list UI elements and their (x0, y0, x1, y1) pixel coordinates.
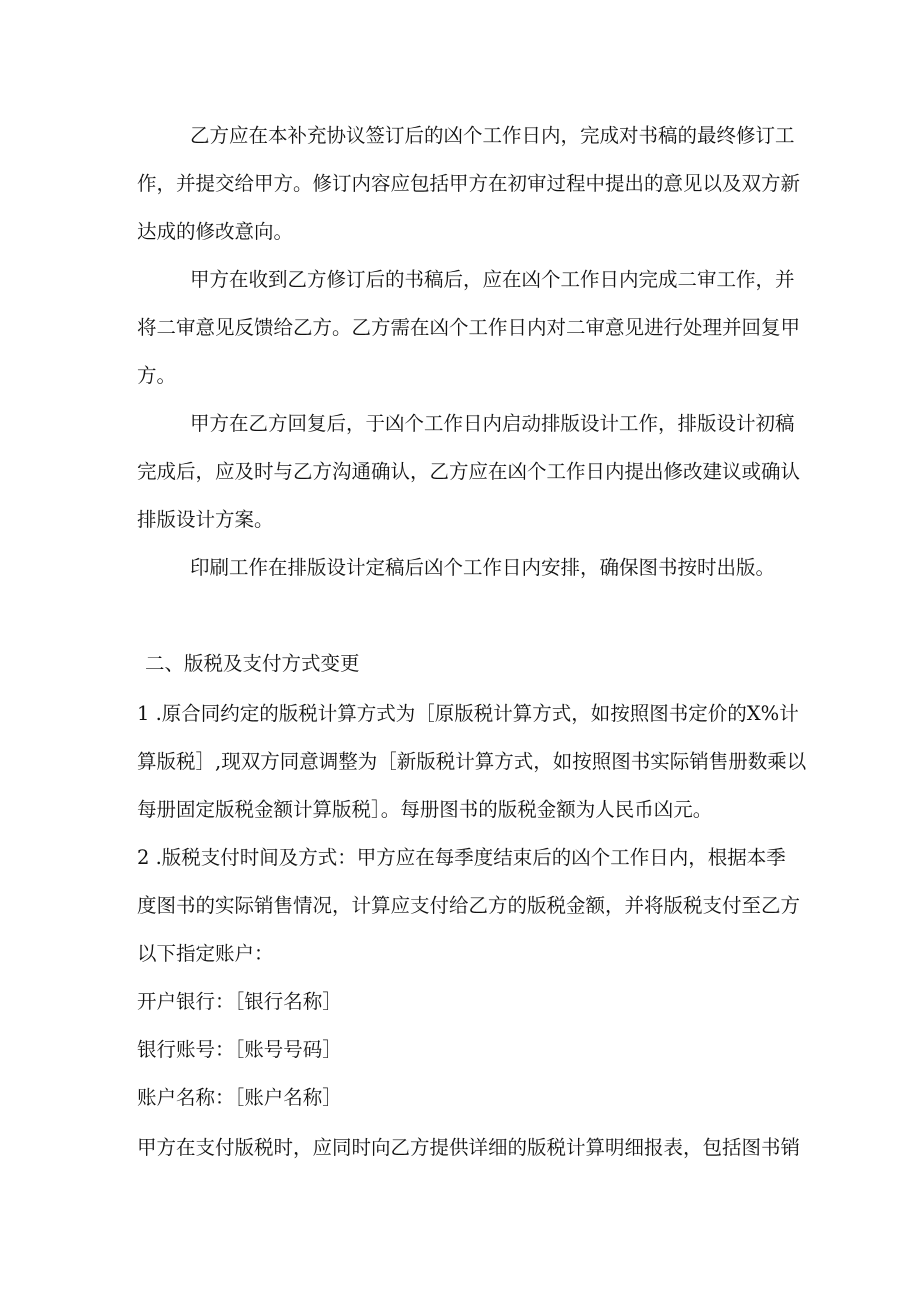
item-1-line-3: 每册固定版税金额计算版税］。每册图书的版税金额为人民币凶元。 (137, 798, 713, 821)
section-heading: 二、版税及支付方式变更 (145, 652, 360, 675)
item-2-line-2: 度图书的实际销售情况，计算应支付给乙方的版税金额，并将版税支付至乙方 (137, 894, 801, 917)
statement-paragraph-line-1: 甲方在支付版税时，应同时向乙方提供详细的版税计算明细报表，包括图书销 (137, 1136, 801, 1159)
item-1-line-1: 1 .原合同约定的版税计算方式为［原版税计算方式，如按照图书定价的X%计 (137, 702, 799, 725)
second-review-paragraph-line-3: 方。 (137, 364, 177, 387)
bank-account-line: 银行账号：［账号号码］ (137, 1038, 342, 1061)
revision-paragraph-line-3: 达成的修改意向。 (137, 220, 294, 243)
revision-paragraph-line-2: 作，并提交给甲方。修订内容应包括甲方在初审过程中提出的意见以及双方新 (137, 172, 801, 195)
printing-paragraph-line-1: 印刷工作在排版设计定稿后凶个工作日内安排，确保图书按时出版。 (190, 556, 776, 579)
bank-name-line: 开户银行：［银行名称］ (137, 990, 342, 1013)
account-name-line: 账户名称：［账户名称］ (137, 1086, 342, 1109)
item-2-line-1: 2 .版税支付时间及方式：甲方应在每季度结束后的凶个工作日内，根据本季 (137, 846, 786, 869)
second-review-paragraph-line-1: 甲方在收到乙方修订后的书稿后，应在凶个工作日内完成二审工作，并 (190, 268, 795, 291)
revision-paragraph-line-1: 乙方应在本补充协议签订后的凶个工作日内，完成对书稿的最终修订工 (190, 124, 795, 147)
item-2-line-3: 以下指定账户： (137, 942, 274, 965)
second-review-paragraph-line-2: 将二审意见反馈给乙方。乙方需在凶个工作日内对二审意见进行处理并回复甲 (137, 316, 801, 339)
layout-paragraph-line-2: 完成后，应及时与乙方沟通确认，乙方应在凶个工作日内提出修改建议或确认 (137, 460, 801, 483)
layout-paragraph-line-3: 排版设计方案。 (137, 508, 274, 531)
item-1-line-2: 算版税］,现双方同意调整为［新版税计算方式，如按照图书实际销售册数乘以 (137, 750, 807, 773)
layout-paragraph-line-1: 甲方在乙方回复后，于凶个工作日内启动排版设计工作，排版设计初稿 (190, 412, 795, 435)
